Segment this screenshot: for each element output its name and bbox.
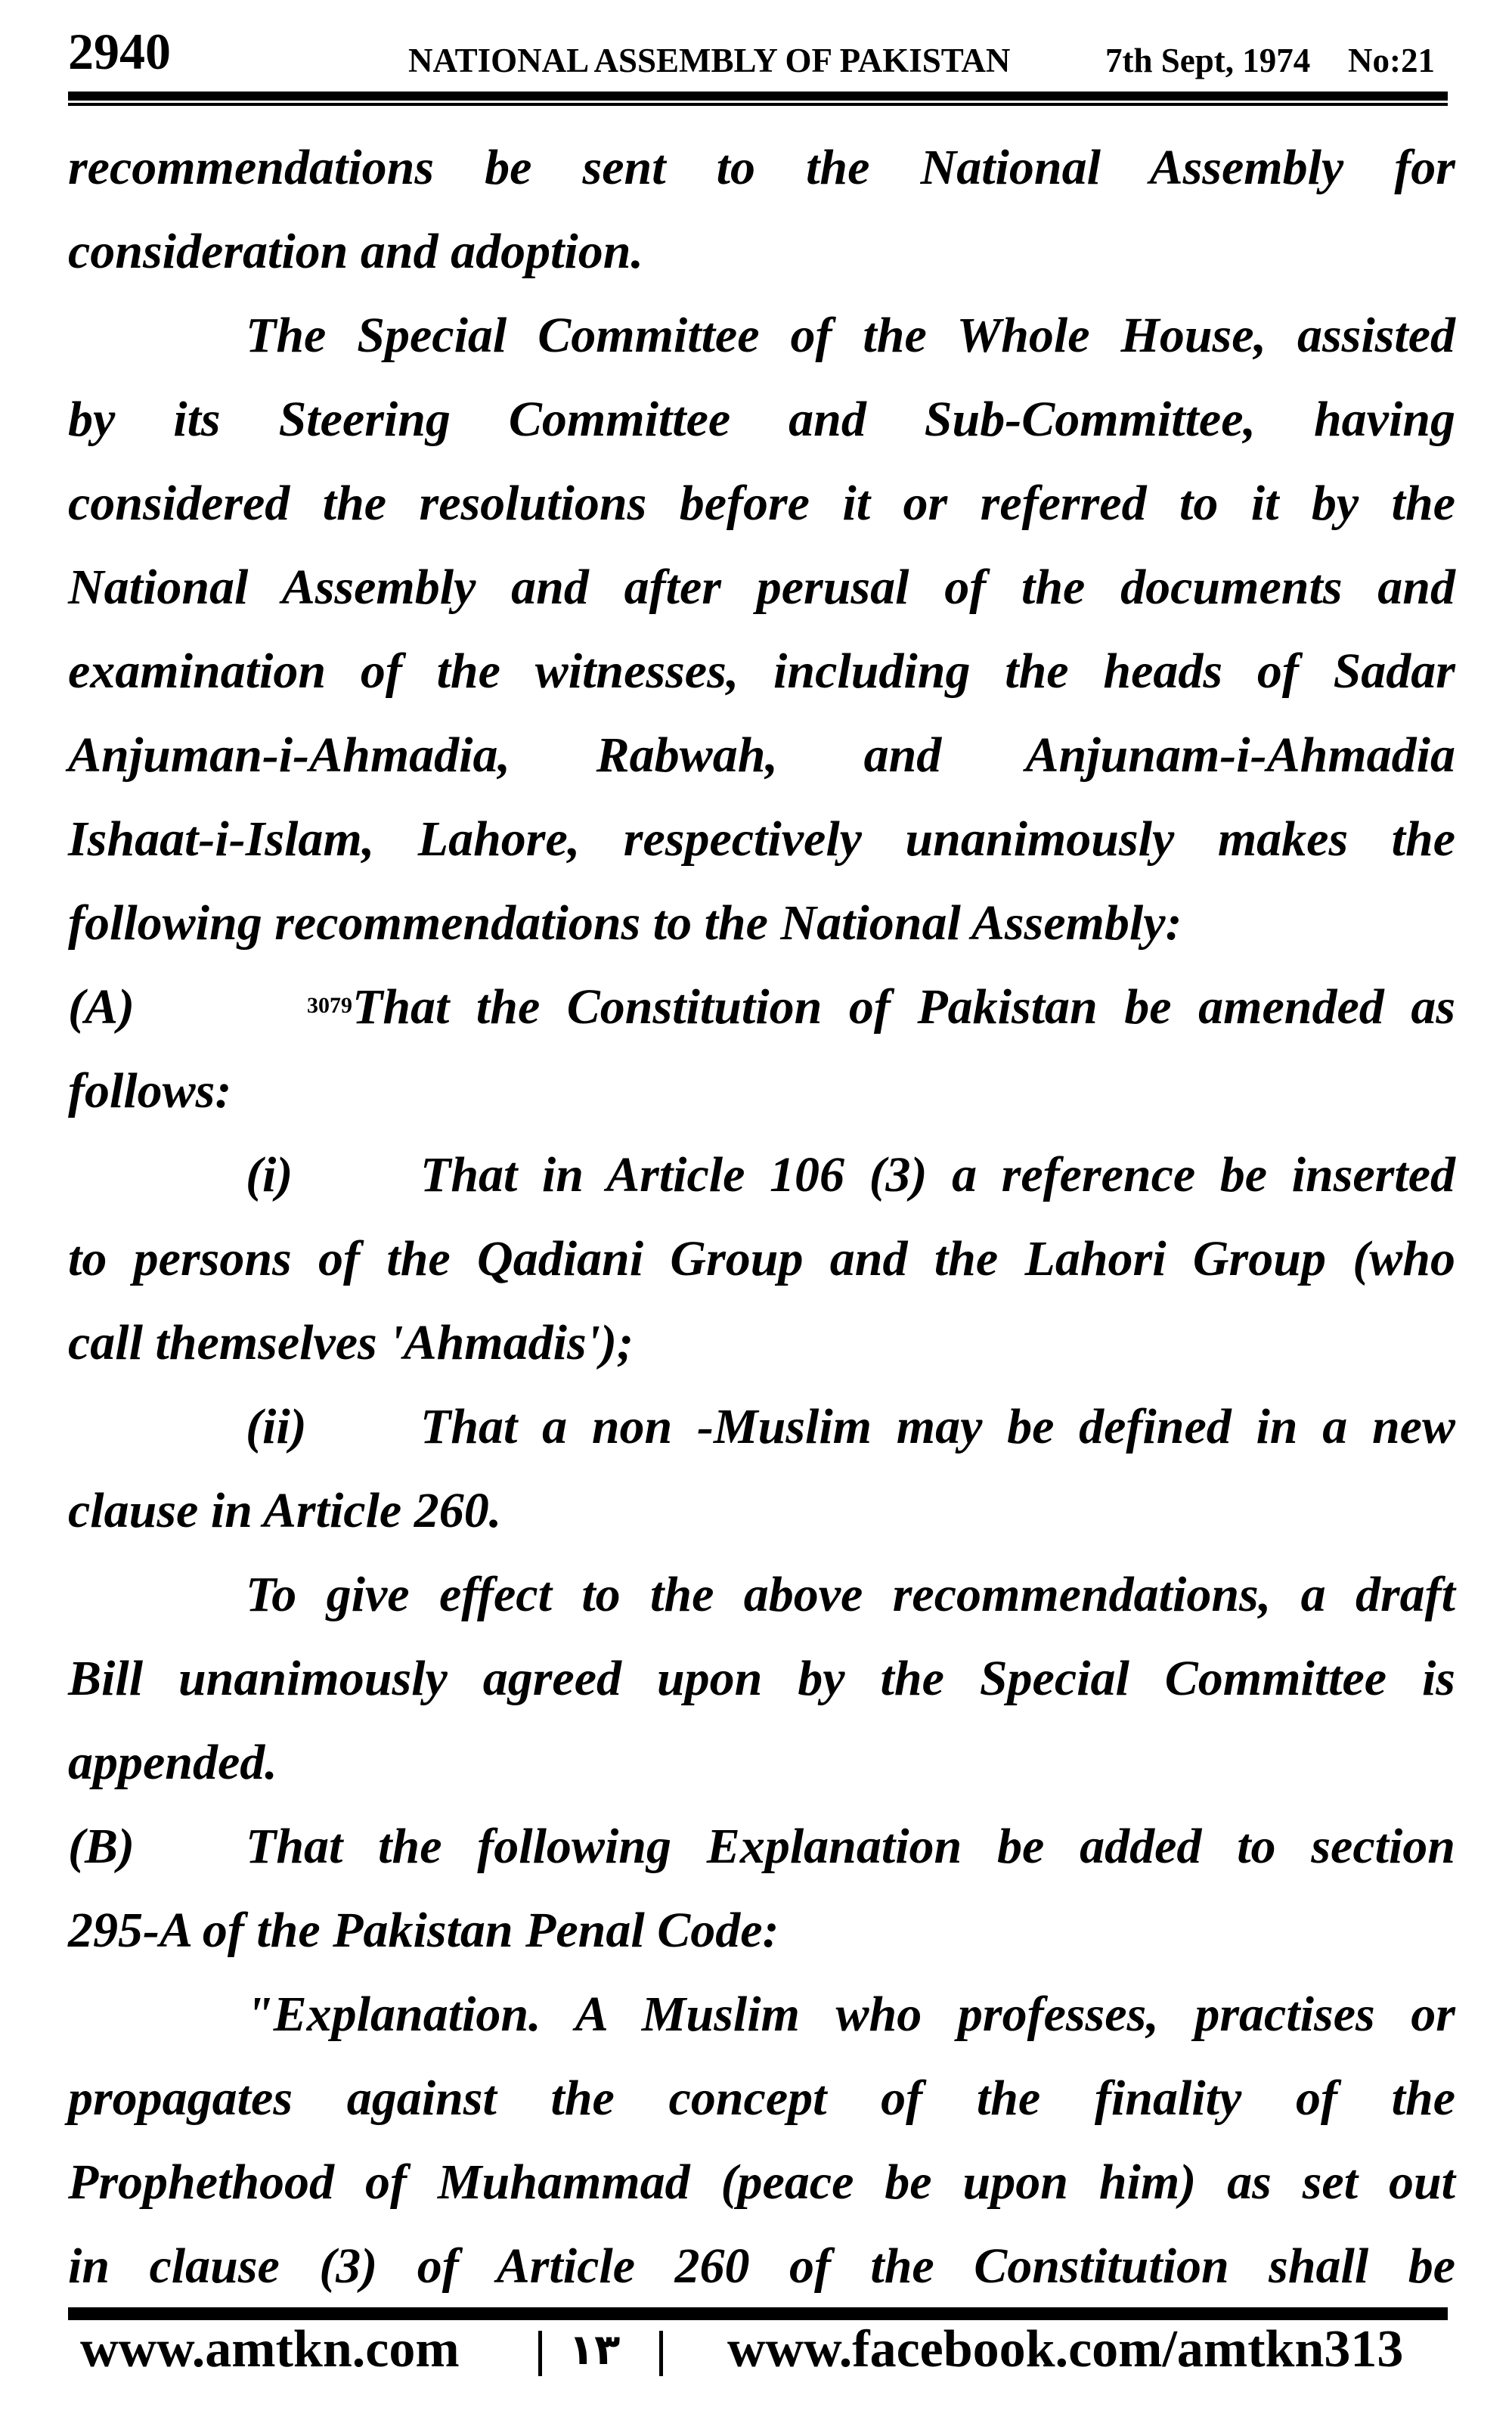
item-i-text: That in Article 106 (3) a reference be inserted: [420, 1147, 1455, 1202]
text-line: Bill unanimously agreed upon by the Special Committee is: [68, 1651, 1455, 1706]
text-line: follows:: [68, 1063, 232, 1118]
item-a-label: (A): [68, 979, 135, 1035]
footer-facebook-link[interactable]: www.facebook.com/amtkn313: [727, 2320, 1404, 2378]
footer-separator: [659, 2331, 663, 2376]
header-issue: No:21: [1348, 42, 1435, 79]
text-line: To give effect to the above recommendations, a draft: [246, 1567, 1455, 1622]
text-line: 295-A of the Pakistan Penal Code:: [68, 1903, 779, 1958]
page-number: 2940: [68, 23, 171, 80]
text-line: The Special Committee of the Whole House, assisted: [246, 308, 1455, 363]
header-rule-thick: [68, 92, 1448, 101]
text-line: Prophethood of Muhammad (peace be upon him) as set out: [68, 2155, 1455, 2210]
item-a: [68, 965, 1455, 1049]
document-body: [68, 126, 1455, 2308]
item-i: [68, 1133, 1455, 1217]
text-line: to persons of the Qadiani Group and the Lahori Group (who: [68, 1231, 1455, 1286]
text-line: by its Steering Committee and Sub-Committee, having: [68, 392, 1455, 447]
header-date: 7th Sept, 1974: [1105, 42, 1311, 79]
item-a-text: That the Constitution of Pakistan be amended as: [352, 979, 1455, 1035]
footnote-marker: 3079: [307, 993, 352, 1018]
item-b: [68, 1804, 1455, 1888]
item-ii-label: (ii): [246, 1399, 307, 1454]
text-line: Ishaat-i-Islam, Lahore, respectively unanimously makes the: [68, 811, 1455, 867]
text-line: in clause (3) of Article 260 of the Constitution shall be: [68, 2238, 1455, 2294]
footer-separator: [538, 2331, 542, 2376]
item-b-text: That the following Explanation be added to section: [246, 1819, 1455, 1874]
item-i-label: (i): [246, 1147, 293, 1202]
text-line: recommendations be sent to the National Assembly for: [68, 140, 1455, 195]
text-line: "Explanation. A Muslim who professes, practises or: [246, 1987, 1455, 2042]
text-line: National Assembly and after perusal of the documents and: [68, 560, 1455, 615]
footer-urdu-page-number: ١٣: [569, 2325, 621, 2375]
text-line: considered the resolutions before it or referred to it by the: [68, 476, 1455, 531]
text-line: call themselves 'Ahmadis');: [68, 1315, 634, 1370]
footer-website-link[interactable]: www.amtkn.com: [80, 2320, 460, 2378]
header-rule-thin: [68, 103, 1448, 106]
item-b-label: (B): [68, 1819, 135, 1874]
item-ii: [68, 1385, 1455, 1469]
text-line: examination of the witnesses, including the heads of Sadar: [68, 644, 1455, 699]
text-line: following recommendations to the National Assembly:: [68, 895, 1182, 951]
text-line: Anjuman-i-Ahmadia, Rabwah, and Anjunam-i-Ahmadia: [68, 728, 1455, 783]
header-title: NATIONAL ASSEMBLY OF PAKISTAN: [408, 42, 1011, 79]
item-ii-text: That a non -Muslim may be defined in a new: [420, 1399, 1455, 1454]
footer-rule: [68, 2307, 1448, 2320]
text-line: appended.: [68, 1735, 277, 1790]
text-line: propagates against the concept of the finality of the: [68, 2071, 1455, 2126]
text-line: consideration and adoption.: [68, 224, 643, 279]
text-line: clause in Article 260.: [68, 1483, 502, 1538]
